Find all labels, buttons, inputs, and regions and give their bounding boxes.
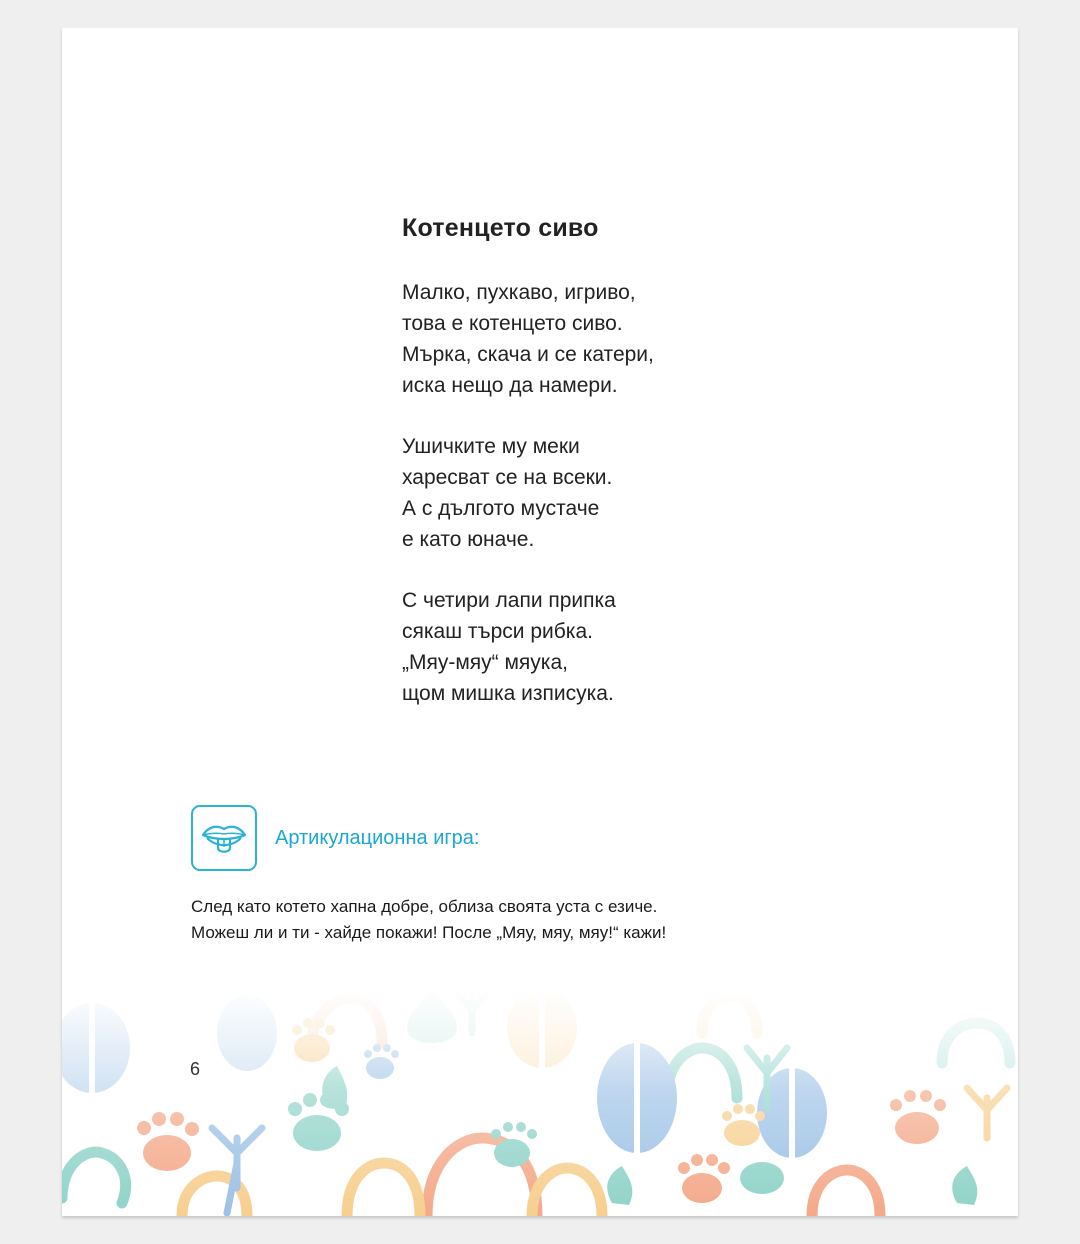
game-text-line: Можеш ли и ти - хайде покажи! После „Мяу, мяу, мяу!“ кажи! [191,923,667,942]
articulation-game-title: Артикулационна игра: [275,826,480,849]
stanza-2 [402,431,654,555]
poem-line: щом мишка изписука. [402,682,614,705]
poem-title: Котенцето сиво [402,214,599,242]
poem-line: харесват се на всеки. [402,466,613,489]
articulation-game-text [191,894,666,946]
poem-line: сякаш търси рибка. [402,620,593,643]
book-page [62,28,1018,1216]
poem-line: Ушичките му меки [402,435,580,458]
poem [402,214,654,739]
poem-line: Мърка, скача и се катери, [402,343,654,366]
poem-line: е като юначе. [402,528,535,551]
page-number: 6 [190,1059,201,1079]
poem-line: това е котенцето сиво. [402,312,623,335]
articulation-game-header [191,805,479,871]
poem-line: „Мяу-мяу“ мяука, [402,651,568,674]
poem-line: С четири лапи припка [402,589,616,612]
stanza-1 [402,277,654,401]
poem-line: Малко, пухкаво, игриво, [402,281,636,304]
mouth-tongue-icon [191,805,257,871]
poem-line: А с дългото мустаче [402,497,600,520]
poem-line: иска нещо да намери. [402,374,618,397]
stanza-3 [402,585,654,709]
animal-tracks-decoration [62,988,1018,1216]
game-text-line: След като котето хапна добре, облиза своята уста с езиче. [191,897,658,916]
